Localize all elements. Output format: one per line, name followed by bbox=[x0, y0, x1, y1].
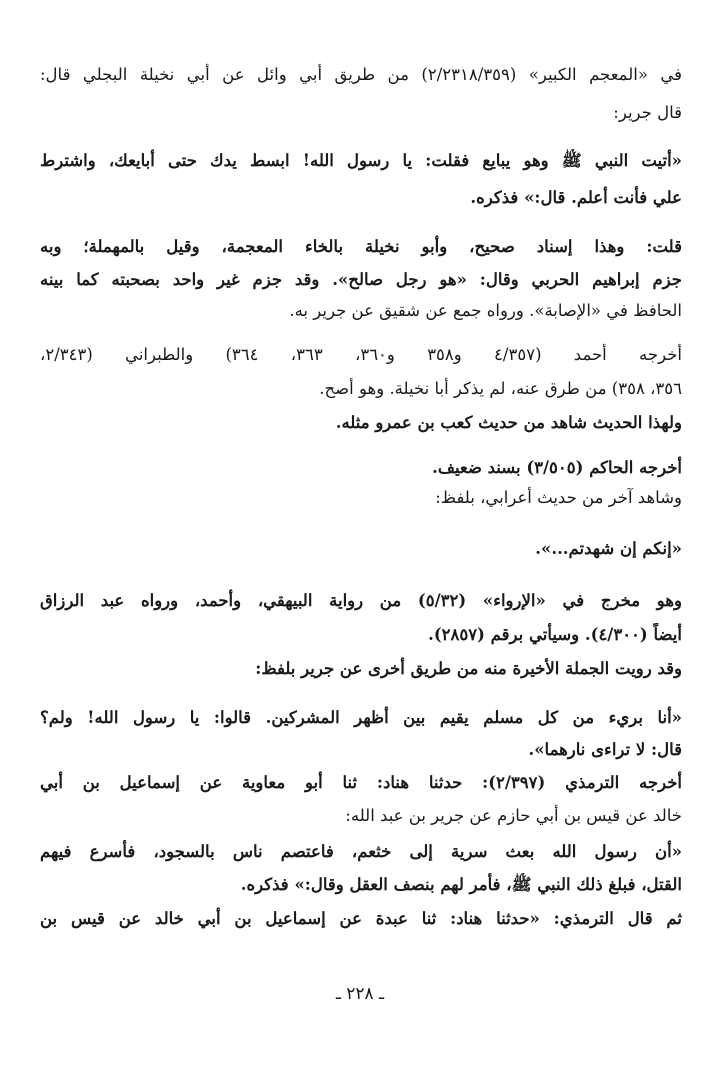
text-line: وهو مخرج في «الإرواء» (٥/٣٢) من رواية البيهقي، وأحمد، ورواه عبد الرزاق bbox=[40, 591, 682, 610]
text-line: خالد عن قيس بن أبي حازم عن جرير بن عبد الله: bbox=[345, 806, 682, 825]
text-line: في «المعجم الكبير» (٢/٢٣١٨/٣٥٩) من طريق أبي وائل عن أبي نخيلة البجلي قال: bbox=[40, 65, 682, 84]
text-line: «أن رسول الله بعث سرية إلى خثعم، فاعتصم ناس بالسجود، فأسرع فيهم bbox=[40, 842, 682, 861]
text-line: قال جرير: bbox=[613, 103, 682, 122]
text-line: أخرجه الحاكم (٣/٥٠٥) بسند ضعيف. bbox=[432, 458, 682, 477]
text-line: ثم قال الترمذي: «حدثنا هناد: ثنا عبدة عن إسماعيل بن أبي خالد عن قيس بن bbox=[40, 909, 682, 928]
text-line: أيضاً (٤/٣٠٠). وسيأتي برقم (٢٨٥٧). bbox=[428, 625, 682, 644]
text-line: «إنكم إن شهدتم...». bbox=[535, 539, 682, 558]
text-line: علي فأنت أعلم. قال:» فذكره. bbox=[470, 188, 682, 207]
text-line: القتل، فبلغ ذلك النبي ﷺ، فأمر لهم بنصف العقل وقال:» فذكره. bbox=[240, 875, 682, 894]
text-line: أخرجه الترمذي (٢/٣٩٧): حدثنا هناد: ثنا أبو معاوية عن إسماعيل بن أبي bbox=[40, 773, 682, 792]
text-line: أخرجه أحمد (٤/٣٥٧ و٣٥٨ و٣٦٠، ٣٦٣، ٣٦٤) والطبراني (٢/٣٤٣، bbox=[40, 345, 682, 364]
text-line: «أتيت النبي ﷺ وهو يبايع فقلت: يا رسول الله! ابسط يدك حتى أبايعك، واشترط bbox=[40, 151, 682, 170]
text-line: ولهذا الحديث شاهد من حديث كعب بن عمرو مثله. bbox=[335, 413, 682, 432]
text-line: ٣٥٦، ٣٥٨) من طرق عنه، لم يذكر أبا نخيلة. وهو أصح. bbox=[319, 379, 682, 398]
page-number: ـ ٢٢٨ ـ bbox=[335, 984, 385, 1004]
text-line: قلت: وهذا إسناد صحيح، وأبو نخيلة بالخاء المعجمة، وقيل بالمهملة؛ وبه bbox=[40, 237, 682, 256]
text-line: «أنا بريء من كل مسلم يقيم بين أظهر المشركين. قالوا: يا رسول الله! ولم؟ bbox=[40, 708, 682, 727]
text-line: جزم إبراهيم الحربي وقال: «هو رجل صالح». وقد جزم غير واحد بصحبته كما بينه bbox=[40, 270, 682, 289]
text-line: وشاهد آخر من حديث أعرابي، بلفظ: bbox=[435, 488, 682, 507]
text-line: قال: لا تراءى نارهما». bbox=[528, 740, 682, 759]
text-line: وقد رويت الجملة الأخيرة منه من طريق أخرى عن جرير بلفظ: bbox=[255, 659, 682, 678]
text-line: الحافظ في «الإصابة». ورواه جمع عن شقيق عن جرير به. bbox=[289, 301, 682, 320]
